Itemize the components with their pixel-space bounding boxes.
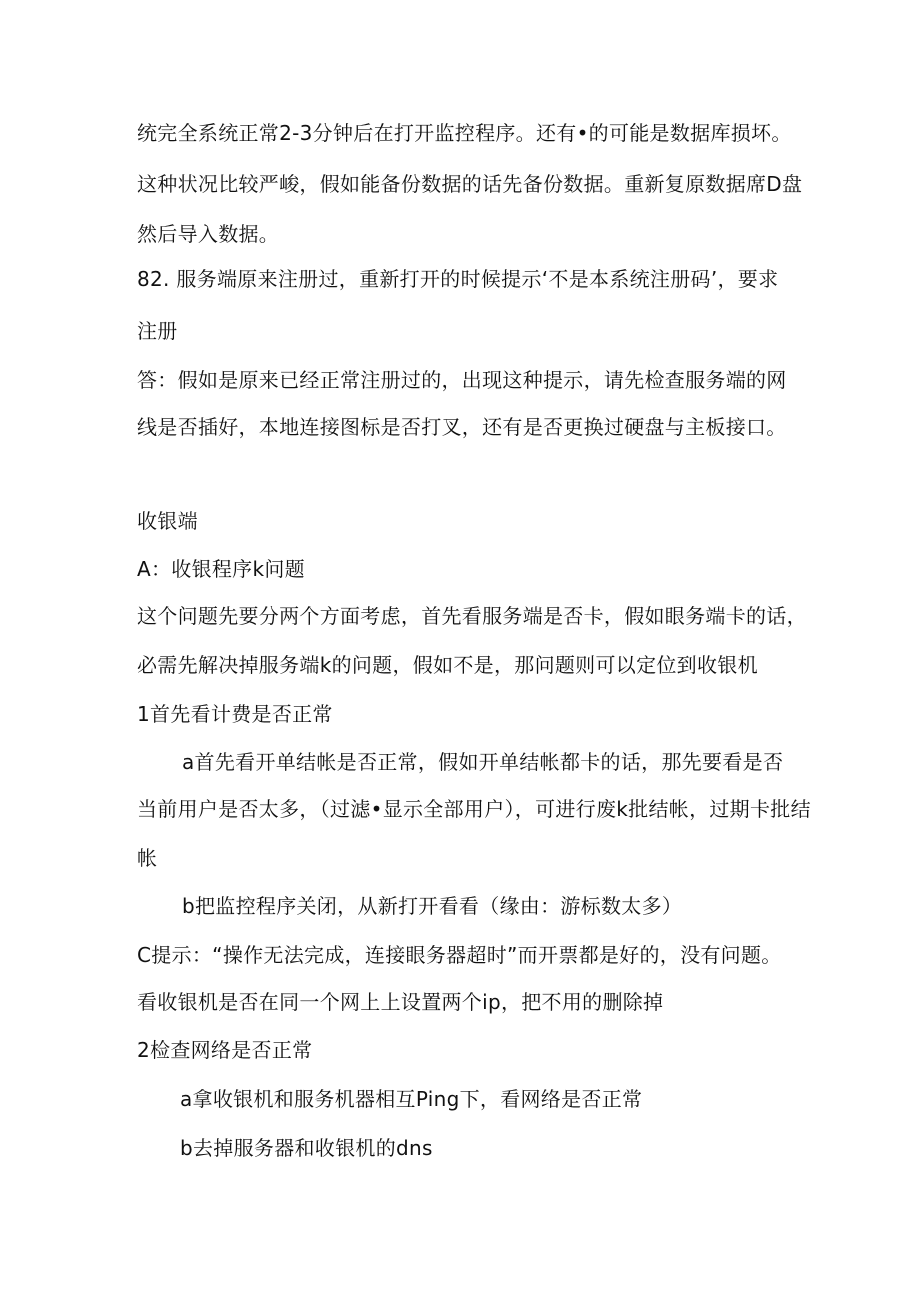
paragraph-line: 必需先解决掉服务端k的问题，假如不是，那问题则可以定位到收银机 (137, 653, 758, 677)
sub-item: a首先看开单结帐是否正常，假如开单结帐都卡的话，那先要看是否 (182, 750, 784, 774)
question-82-line: 注册 (137, 319, 178, 343)
sub-item: b把监控程序关闭，从新打开看看（缘由：游标数太多） (182, 894, 683, 918)
sub-item: a拿收银机和服务机器相互Ping下，看网络是否正常 (180, 1087, 643, 1111)
paragraph-line: 统完全系统正常2-3分钟后在打开监控程序。还有•的可能是数据库损坏。 (137, 121, 792, 145)
paragraph-line: 然后导入数据。 (137, 222, 280, 246)
subsection-heading: A：收银程序k问题 (137, 557, 305, 581)
paragraph-line: 这种状况比较严峻，假如能备份数据的话先备份数据。重新复原数据席D盘 (137, 172, 803, 196)
numbered-item: 1首先看计费是否正常 (137, 702, 333, 726)
answer-line: 线是否插好，本地连接图标是否打叉，还有是否更换过硬盘与主板接口。 (137, 415, 787, 439)
sub-item: b去掉服务器和收银机的dns (180, 1136, 433, 1160)
numbered-item: 2检查网络是否正常 (137, 1038, 313, 1062)
paragraph-line: 当前用户是否太多，（过滤•显示全部用户），可进行废k批结帐，过期卡批结 (137, 797, 811, 821)
paragraph-line: 帐 (137, 846, 158, 870)
section-heading: 收银端 (137, 509, 198, 533)
paragraph-line: C提示：“操作无法完成，连接眼务器超时”而开票都是好的，没有问题。 (137, 943, 782, 967)
question-82-line: 82. 服务端原来注册过，重新打开的时候提示‘不是本系统注册码’，要求 (137, 267, 779, 291)
paragraph-line: 看收银机是否在同一个网上上设置两个ip，把不用的删除掉 (137, 990, 664, 1014)
paragraph-line: 这个问题先要分两个方面考虑，首先看服务端是否卡，假如眼务端卡的话， (137, 604, 807, 628)
answer-line: 答：假如是原来已经正常注册过的，出现这种提示，请先检查服务端的网 (137, 368, 787, 392)
